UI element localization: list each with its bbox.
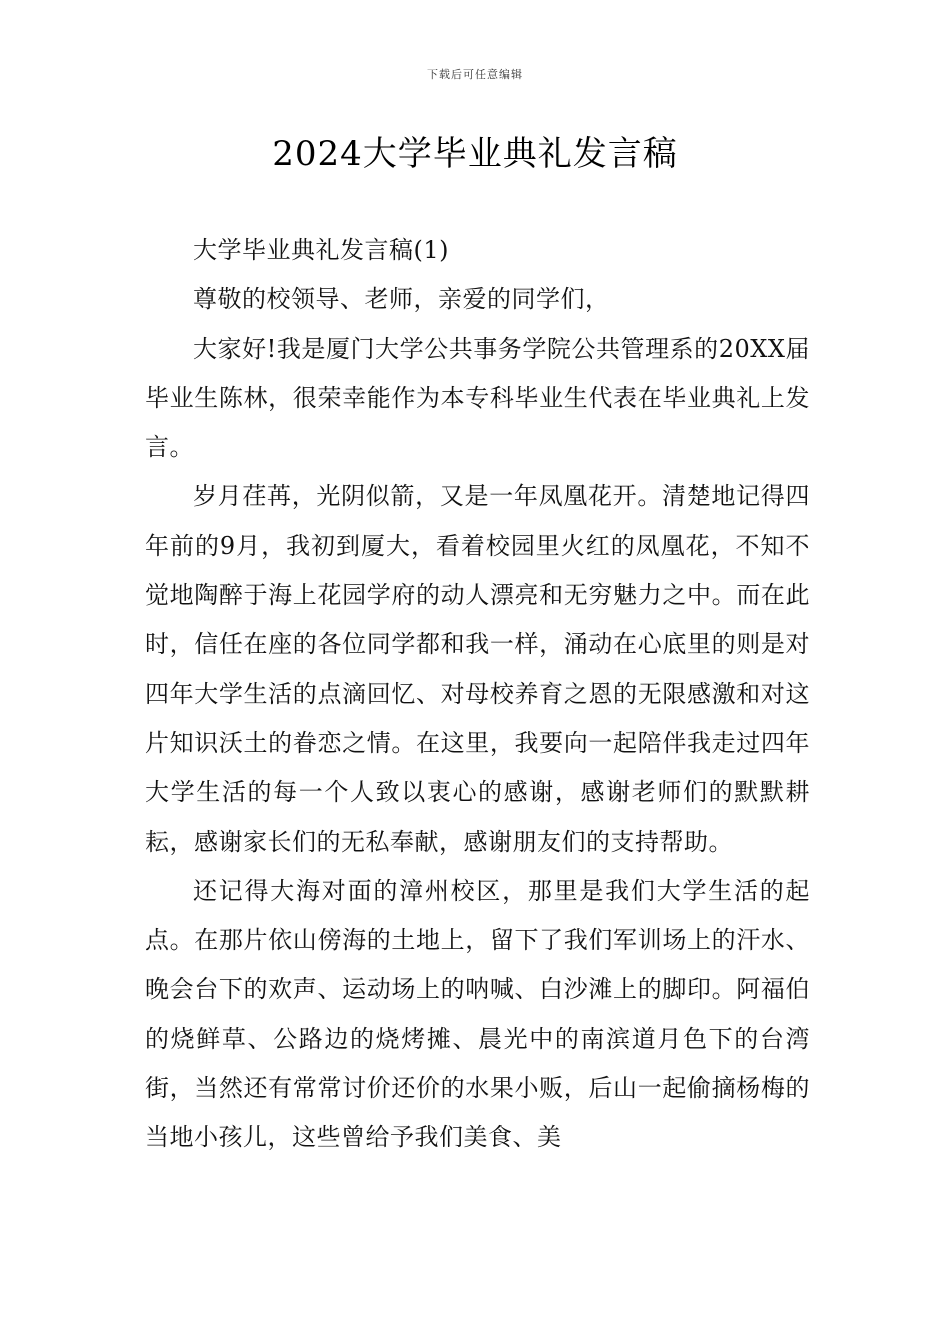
paragraph-introduction: 大家好!我是厦门大学公共事务学院公共管理系的20XX届毕业生陈林，很荣幸能作为本专科毕业生代表在毕业典礼上发言。	[145, 334, 810, 462]
paragraph-section-heading: 大学毕业典礼发言稿(1)	[193, 236, 449, 264]
header-note: 下载后可任意编辑	[427, 68, 523, 81]
document-body	[145, 226, 810, 1163]
document-title: 2024大学毕业典礼发言稿	[272, 134, 678, 174]
paragraph-zhangzhou-campus: 还记得大海对面的漳州校区，那里是我们大学生活的起点。在那片依山傍海的土地上，留下了我们军训场上的汗水、晚会台下的欢声、运动场上的呐喊、白沙滩上的脚印。阿福伯的烧鲜草、公路边的烧烤摊、晨光中的南滨道月色下的台湾街，当然还有常常讨价还价的水果小贩，后山一起偷摘杨梅的当地小孩儿，这些曾给予我们美食、美	[145, 876, 810, 1152]
paragraph-memories: 岁月荏苒，光阴似箭，又是一年凤凰花开。清楚地记得四年前的9月，我初到厦大，看着校园里火红的凤凰花，不知不觉地陶醉于海上花园学府的动人漂亮和无穷魅力之中。而在此时，信任在座的各位同学都和我一样，涌动在心底里的则是对四年大学生活的点滴回忆、对母校养育之恩的无限感激和对这片知识沃土的眷恋之情。在这里，我要向一起陪伴我走过四年大学生活的每一个人致以衷心的感谢，感谢老师们的默默耕耘，感谢家长们的无私奉献，感谢朋友们的支持帮助。	[145, 482, 810, 856]
paragraph-salutation: 尊敬的校领导、老师，亲爱的同学们，	[193, 285, 610, 314]
